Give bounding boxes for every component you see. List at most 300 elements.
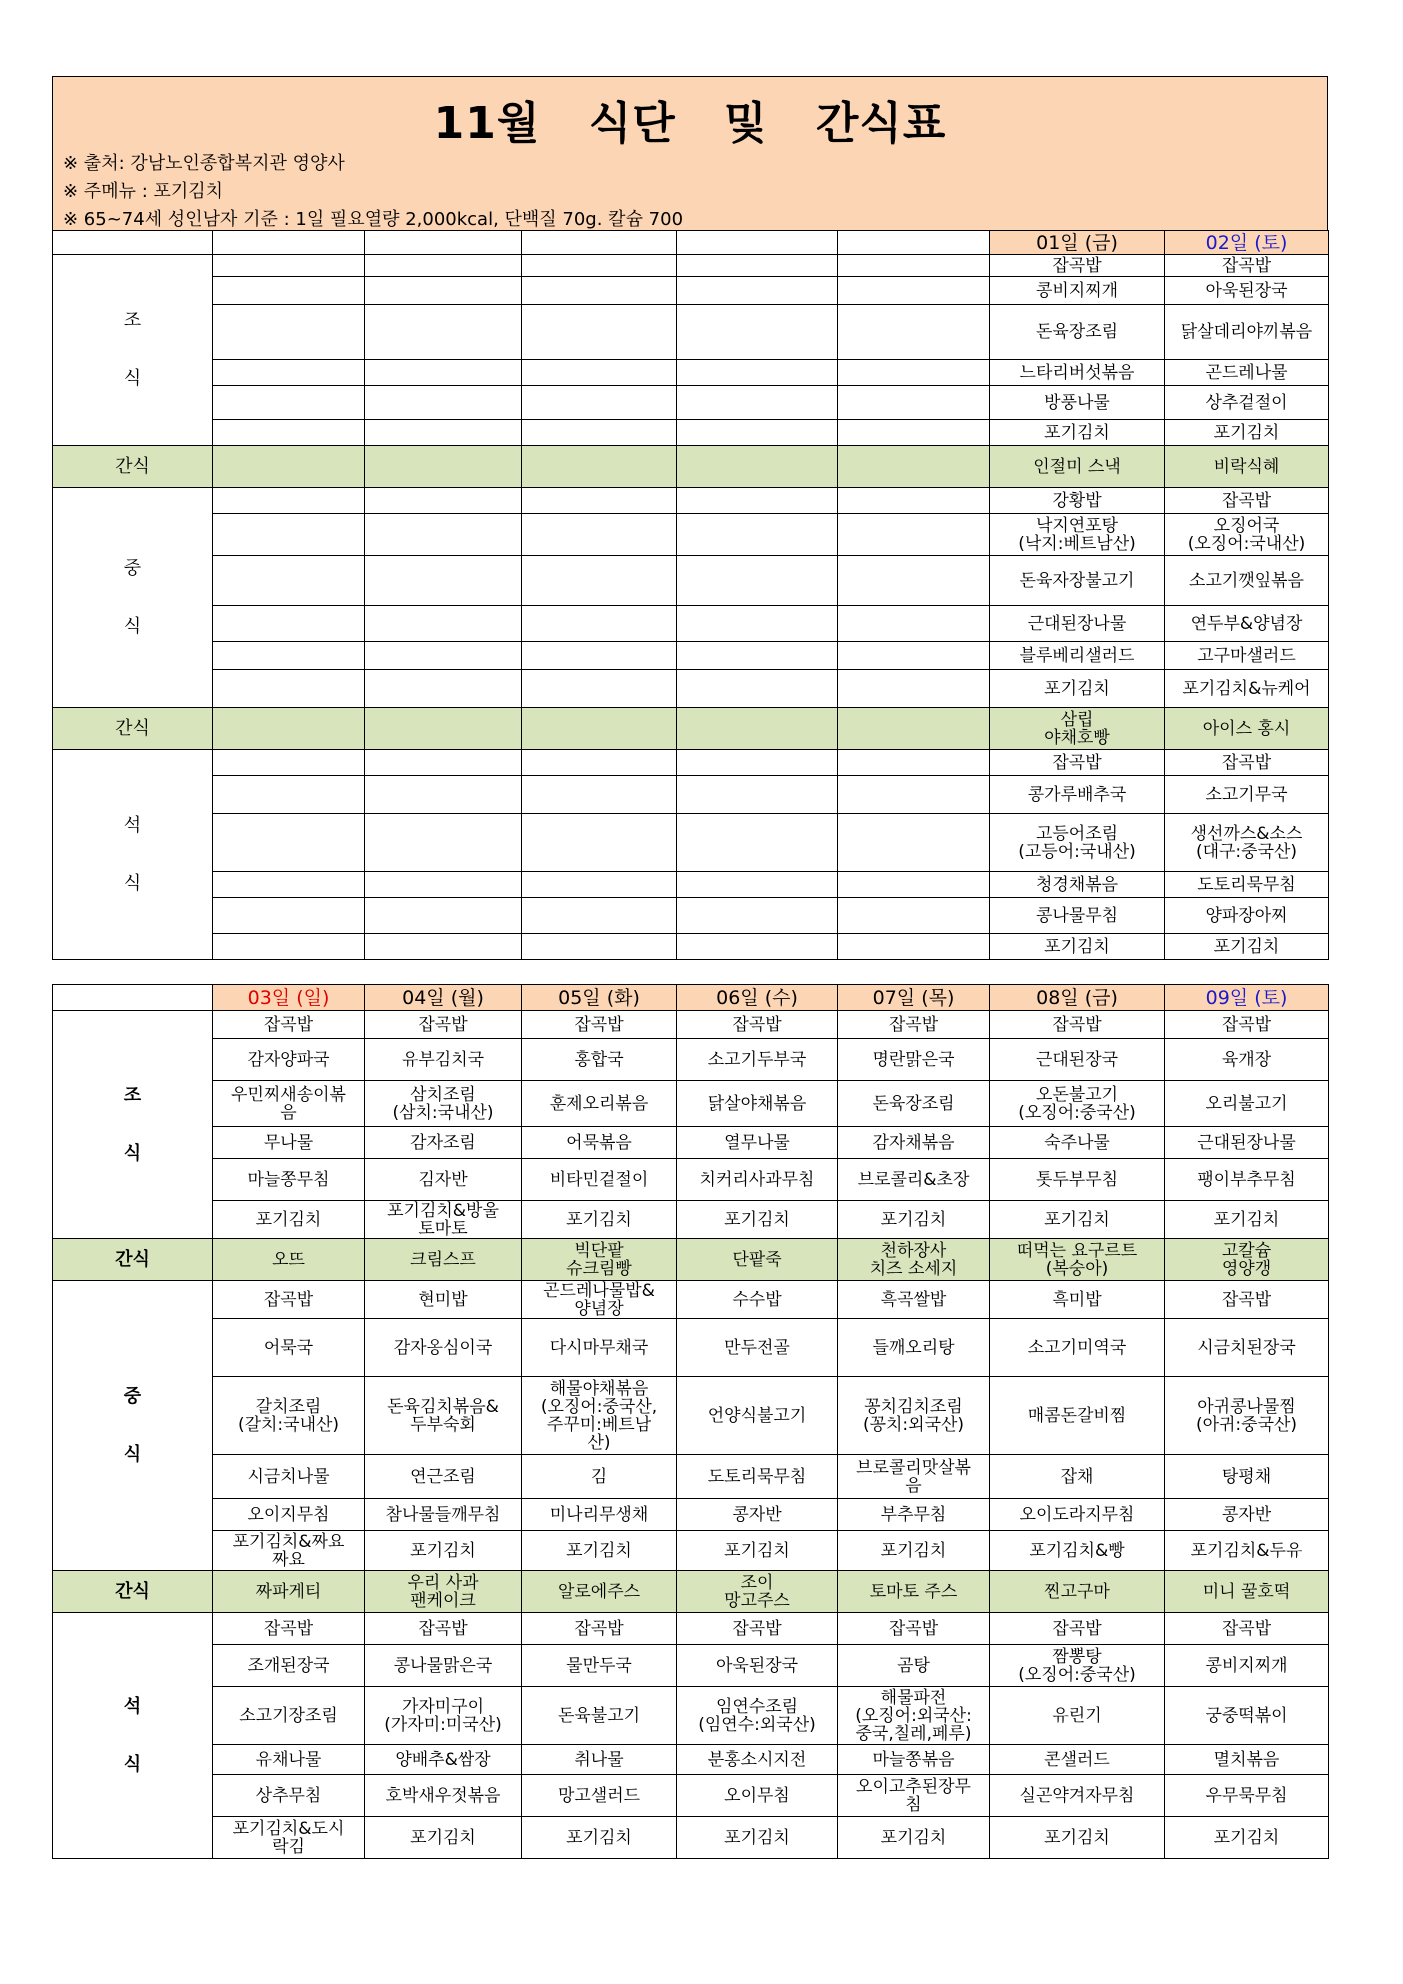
menu-item: 콩자반 [677, 1499, 838, 1531]
menu-item: 분홍소시지전 [677, 1745, 838, 1775]
menu-item [522, 670, 677, 708]
breakfast-row [53, 1201, 1329, 1239]
menu-item: 오징어국 (오징어:국내산) [1165, 514, 1329, 556]
snack-item: 삼립 야채호빵 [990, 708, 1165, 750]
menu-item: 근대된장국 [990, 1039, 1165, 1081]
menu-item: 청경채볶음 [990, 872, 1165, 898]
menu-item [677, 898, 838, 934]
menu-item [677, 305, 838, 360]
note-nutrition-standard: ※ 65~74세 성인남자 기준 : 1일 필요열량 2,000kcal, 단백질 70g. 칼슘 700 [63, 209, 684, 230]
menu-item: 참나물들깨무침 [365, 1499, 522, 1531]
menu-item: 콩나물무침 [990, 898, 1165, 934]
menu-item: 잡곡밥 [522, 1011, 677, 1039]
menu-item [213, 255, 365, 277]
lunch-row [53, 670, 1329, 708]
snack-item: 인절미 스낵 [990, 446, 1165, 488]
menu-item: 현미밥 [365, 1281, 522, 1319]
menu-item: 잡곡밥 [1165, 750, 1329, 776]
menu-item [838, 305, 990, 360]
menu-item: 갈치조림 (갈치:국내산) [213, 1377, 365, 1455]
menu-item [365, 386, 522, 420]
menu-item [838, 514, 990, 556]
menu-item: 브로콜리맛살볶 음 [838, 1455, 990, 1499]
dinner-row [53, 1817, 1329, 1859]
menu-item: 멸치볶음 [1165, 1745, 1329, 1775]
menu-item [677, 556, 838, 606]
menu-item: 우무묵무침 [1165, 1775, 1329, 1817]
menu-item: 포기김치 [522, 1817, 677, 1859]
menu-item [213, 670, 365, 708]
menu-item: 유채나물 [213, 1745, 365, 1775]
menu-item: 닭살데리야끼볶음 [1165, 305, 1329, 360]
menu-item [838, 360, 990, 386]
menu-item: 콘샐러드 [990, 1745, 1165, 1775]
snack-item: 우리 사과 팬케이크 [365, 1571, 522, 1613]
menu-item: 포기김치 [1165, 1817, 1329, 1859]
menu-item [365, 514, 522, 556]
menu-item: 닭살야채볶음 [677, 1081, 838, 1127]
menu-item: 아욱된장국 [677, 1645, 838, 1687]
header-box [52, 76, 1328, 230]
menu-item: 망고샐러드 [522, 1775, 677, 1817]
snack-item: 토마토 주스 [838, 1571, 990, 1613]
menu-item [522, 934, 677, 960]
menu-item: 포기김치 [1165, 934, 1329, 960]
lunch-row [53, 1455, 1329, 1499]
menu-item: 브로콜리&초장 [838, 1159, 990, 1201]
lunch-row [53, 642, 1329, 670]
menu-item: 잡곡밥 [1165, 1613, 1329, 1645]
menu-item [838, 934, 990, 960]
menu-item [522, 556, 677, 606]
menu-item: 잡곡밥 [677, 1011, 838, 1039]
menu-item: 포기김치 [522, 1201, 677, 1239]
menu-table-week1 [52, 230, 1329, 960]
snack-item: 고칼슘 영양갱 [1165, 1239, 1329, 1281]
breakfast-label-top: 조 [123, 310, 142, 331]
menu-item [677, 488, 838, 514]
menu-item [838, 277, 990, 305]
menu-item [213, 360, 365, 386]
snack-item: 미니 꿀호떡 [1165, 1571, 1329, 1613]
menu-item: 낙지연포탕 (낙지:베트남산) [990, 514, 1165, 556]
menu-item: 포기김치 [522, 1531, 677, 1571]
menu-item: 느타리버섯볶음 [990, 360, 1165, 386]
menu-item: 연두부&양념장 [1165, 606, 1329, 642]
menu-item [522, 488, 677, 514]
menu-item: 조개된장국 [213, 1645, 365, 1687]
lunch-row [53, 1499, 1329, 1531]
page-title: 11월 식단 및 간식표 [433, 98, 947, 149]
snack-item: 조이 망고주스 [677, 1571, 838, 1613]
menu-item [365, 670, 522, 708]
lunch-label-bottom: 식 [123, 615, 142, 637]
dinner-row [53, 1687, 1329, 1745]
menu-item: 언양식불고기 [677, 1377, 838, 1455]
menu-item [522, 420, 677, 446]
snack-label: 간식 [53, 1571, 213, 1613]
menu-item: 취나물 [522, 1745, 677, 1775]
menu-item: 잡곡밥 [990, 750, 1165, 776]
snack-item: 빅단팥 슈크림빵 [522, 1239, 677, 1281]
menu-item [365, 898, 522, 934]
snack-item [213, 446, 365, 488]
menu-item [522, 386, 677, 420]
menu-item [838, 750, 990, 776]
menu-item: 소고기장조림 [213, 1687, 365, 1745]
dinner-row [53, 1645, 1329, 1687]
menu-item [213, 420, 365, 446]
day-header [677, 231, 838, 255]
menu-item: 고등어조림 (고등어:국내산) [990, 814, 1165, 872]
menu-item [677, 776, 838, 814]
lunch-label [53, 488, 213, 708]
menu-item [213, 277, 365, 305]
snack-item [522, 446, 677, 488]
menu-item [838, 488, 990, 514]
dinner-row [53, 934, 1329, 960]
snack-item [522, 708, 677, 750]
menu-item [365, 360, 522, 386]
day-header-row [53, 231, 1329, 255]
menu-item [677, 386, 838, 420]
snack-item: 천하장사 치즈 소세지 [838, 1239, 990, 1281]
snack-label: 간식 [53, 708, 213, 750]
menu-item: 짬뽕탕 (오징어:중국산) [990, 1645, 1165, 1687]
snack-pm-row [53, 708, 1329, 750]
menu-item: 포기김치 [365, 1817, 522, 1859]
dinner-label [53, 750, 213, 960]
snack-item [365, 446, 522, 488]
breakfast-row [53, 360, 1329, 386]
snack-item [677, 708, 838, 750]
dinner-row [53, 872, 1329, 898]
dinner-row [53, 750, 1329, 776]
breakfast-label-bottom: 식 [123, 368, 142, 389]
menu-item [365, 255, 522, 277]
menu-item [838, 386, 990, 420]
menu-item: 포기김치 [1165, 1201, 1329, 1239]
lunch-label-bottom: 식 [123, 1443, 142, 1465]
menu-item: 감자옹심이국 [365, 1319, 522, 1377]
menu-item: 시금치된장국 [1165, 1319, 1329, 1377]
menu-item: 우민찌새송이볶 음 [213, 1081, 365, 1127]
menu-item: 오이지무침 [213, 1499, 365, 1531]
breakfast-row [53, 1039, 1329, 1081]
menu-item: 소고기미역국 [990, 1319, 1165, 1377]
menu-item: 꽁치김치조림 (꽁치:외국산) [838, 1377, 990, 1455]
breakfast-row [53, 277, 1329, 305]
menu-item: 오리불고기 [1165, 1081, 1329, 1127]
lunch-row [53, 1377, 1329, 1455]
breakfast-row [53, 1081, 1329, 1127]
menu-item [213, 934, 365, 960]
day-header: 06일 (수) [677, 985, 838, 1011]
dinner-row [53, 1613, 1329, 1645]
dinner-label-bottom: 식 [123, 1753, 142, 1775]
snack-item [838, 708, 990, 750]
menu-item: 다시마무채국 [522, 1319, 677, 1377]
note-source: ※ 출처: 강남노인종합복지관 영양사 [63, 153, 345, 174]
day-header-row [53, 985, 1329, 1011]
menu-item: 잡곡밥 [365, 1011, 522, 1039]
snack-item: 알로에주스 [522, 1571, 677, 1613]
breakfast-label-bottom: 식 [123, 1142, 142, 1164]
day-header: 05일 (화) [522, 985, 677, 1011]
menu-item: 잡곡밥 [1165, 1011, 1329, 1039]
menu-item: 마늘쫑볶음 [838, 1745, 990, 1775]
snack-item: 크림스프 [365, 1239, 522, 1281]
lunch-row [53, 488, 1329, 514]
lunch-row [53, 514, 1329, 556]
day-header: 08일 (금) [990, 985, 1165, 1011]
menu-item: 어묵볶음 [522, 1127, 677, 1159]
menu-item: 생선까스&소스 (대구:중국산) [1165, 814, 1329, 872]
menu-item: 포기김치&도시 락김 [213, 1817, 365, 1859]
menu-item: 돈육자장불고기 [990, 556, 1165, 606]
menu-item: 콩비지찌개 [990, 277, 1165, 305]
menu-item: 곤드레나물밥& 양념장 [522, 1281, 677, 1319]
menu-item: 곰탕 [838, 1645, 990, 1687]
dinner-row [53, 1775, 1329, 1817]
menu-item [677, 750, 838, 776]
dinner-label-top: 석 [123, 814, 142, 836]
menu-item: 포기김치 [990, 420, 1165, 446]
menu-item [838, 898, 990, 934]
menu-item: 육개장 [1165, 1039, 1329, 1081]
menu-item [213, 386, 365, 420]
menu-item: 들깨오리탕 [838, 1319, 990, 1377]
menu-item: 포기김치&두유 [1165, 1531, 1329, 1571]
dinner-row [53, 776, 1329, 814]
menu-item [677, 514, 838, 556]
menu-item [213, 814, 365, 872]
menu-item [213, 872, 365, 898]
menu-item: 근대된장나물 [990, 606, 1165, 642]
menu-item: 김 [522, 1455, 677, 1499]
menu-item [365, 642, 522, 670]
menu-item: 콩자반 [1165, 1499, 1329, 1531]
menu-item [838, 420, 990, 446]
note-main-menu: ※ 주메뉴 : 포기김치 [63, 181, 224, 202]
menu-item [213, 776, 365, 814]
menu-item: 포기김치 [677, 1817, 838, 1859]
menu-item: 포기김치 [990, 1201, 1165, 1239]
dinner-row [53, 1745, 1329, 1775]
menu-item: 잡채 [990, 1455, 1165, 1499]
lunch-row [53, 606, 1329, 642]
menu-item: 잡곡밥 [838, 1613, 990, 1645]
menu-item: 잡곡밥 [677, 1613, 838, 1645]
snack-item [365, 708, 522, 750]
menu-item: 감자채볶음 [838, 1127, 990, 1159]
menu-item [522, 898, 677, 934]
snack-item: 오뜨 [213, 1239, 365, 1281]
menu-item: 도토리묵무침 [1165, 872, 1329, 898]
menu-item: 잡곡밥 [213, 1011, 365, 1039]
menu-item [677, 642, 838, 670]
menu-item: 포기김치 [990, 1817, 1165, 1859]
snack-item [677, 446, 838, 488]
menu-item [365, 277, 522, 305]
menu-item: 근대된장나물 [1165, 1127, 1329, 1159]
menu-item: 팽이부추무침 [1165, 1159, 1329, 1201]
menu-item: 명란맑은국 [838, 1039, 990, 1081]
snack-item: 찐고구마 [990, 1571, 1165, 1613]
menu-item: 도토리묵무침 [677, 1455, 838, 1499]
menu-item [213, 898, 365, 934]
menu-item: 해물야채볶음 (오징어:중국산, 주꾸미:베트남 산) [522, 1377, 677, 1455]
menu-item: 만두전골 [677, 1319, 838, 1377]
lunch-row [53, 1531, 1329, 1571]
menu-item [677, 420, 838, 446]
menu-item [213, 514, 365, 556]
menu-item: 연근조림 [365, 1455, 522, 1499]
lunch-label-top: 중 [123, 1385, 142, 1407]
menu-item: 잡곡밥 [1165, 488, 1329, 514]
menu-item: 치커리사과무침 [677, 1159, 838, 1201]
menu-item: 탕평채 [1165, 1455, 1329, 1499]
menu-item: 포기김치 [990, 934, 1165, 960]
breakfast-row [53, 305, 1329, 360]
menu-item: 실곤약겨자무침 [990, 1775, 1165, 1817]
corner-cell [53, 985, 213, 1011]
menu-item: 소고기무국 [1165, 776, 1329, 814]
snack-item: 짜파게티 [213, 1571, 365, 1613]
menu-item [365, 934, 522, 960]
menu-item [365, 814, 522, 872]
menu-item [838, 556, 990, 606]
menu-item: 유린기 [990, 1687, 1165, 1745]
menu-item [365, 488, 522, 514]
menu-item [522, 305, 677, 360]
snack-am-row [53, 446, 1329, 488]
menu-item: 소고기깻잎볶음 [1165, 556, 1329, 606]
menu-item: 유부김치국 [365, 1039, 522, 1081]
menu-item: 포기김치 [1165, 420, 1329, 446]
menu-item: 잡곡밥 [522, 1613, 677, 1645]
dinner-label [53, 1613, 213, 1859]
menu-item [213, 750, 365, 776]
menu-item: 어묵국 [213, 1319, 365, 1377]
menu-item: 소고기두부국 [677, 1039, 838, 1081]
menu-item [677, 606, 838, 642]
menu-item: 호박새우젓볶음 [365, 1775, 522, 1817]
menu-item: 돈육불고기 [522, 1687, 677, 1745]
menu-item [213, 556, 365, 606]
menu-item: 열무나물 [677, 1127, 838, 1159]
menu-item: 시금치나물 [213, 1455, 365, 1499]
breakfast-row [53, 255, 1329, 277]
breakfast-row [53, 1159, 1329, 1201]
menu-item [677, 277, 838, 305]
menu-item: 흑곡쌀밥 [838, 1281, 990, 1319]
snack-label: 간식 [53, 446, 213, 488]
snack-item: 떠먹는 요구르트 (복숭아) [990, 1239, 1165, 1281]
menu-item: 물만두국 [522, 1645, 677, 1687]
menu-item: 숙주나물 [990, 1127, 1165, 1159]
menu-item: 포기김치 [213, 1201, 365, 1239]
lunch-row [53, 1281, 1329, 1319]
menu-item: 포기김치 [838, 1817, 990, 1859]
menu-item: 양파장아찌 [1165, 898, 1329, 934]
day-header: 09일 (토) [1165, 985, 1329, 1011]
menu-item [522, 814, 677, 872]
menu-item [365, 420, 522, 446]
menu-item [365, 776, 522, 814]
menu-item: 흑미밥 [990, 1281, 1165, 1319]
menu-item: 곤드레나물 [1165, 360, 1329, 386]
menu-item: 감자조림 [365, 1127, 522, 1159]
menu-item [522, 277, 677, 305]
menu-item [677, 872, 838, 898]
menu-item [838, 255, 990, 277]
menu-item: 포기김치&뉴케어 [1165, 670, 1329, 708]
menu-item [838, 872, 990, 898]
snack-item: 단팥죽 [677, 1239, 838, 1281]
day-header [838, 231, 990, 255]
menu-item [213, 488, 365, 514]
menu-item [522, 642, 677, 670]
menu-item [213, 305, 365, 360]
dinner-row [53, 814, 1329, 872]
menu-item: 마늘쫑무침 [213, 1159, 365, 1201]
menu-item: 톳두부무침 [990, 1159, 1165, 1201]
snack-pm-row [53, 1571, 1329, 1613]
menu-item: 포기김치 [990, 670, 1165, 708]
menu-item: 해물파전 (오징어:외국산: 중국,칠레,페루) [838, 1687, 990, 1745]
breakfast-label [53, 1011, 213, 1239]
snack-item [213, 708, 365, 750]
menu-item: 돈육장조림 [990, 305, 1165, 360]
menu-item: 상추겉절이 [1165, 386, 1329, 420]
menu-item [838, 642, 990, 670]
menu-item [365, 606, 522, 642]
menu-item: 잡곡밥 [990, 255, 1165, 277]
menu-item [838, 814, 990, 872]
day-header: 01일 (금) [990, 231, 1165, 255]
menu-item [522, 514, 677, 556]
breakfast-row [53, 1127, 1329, 1159]
dinner-row [53, 898, 1329, 934]
menu-item: 상추무침 [213, 1775, 365, 1817]
menu-item: 고구마샐러드 [1165, 642, 1329, 670]
day-header: 02일 (토) [1165, 231, 1329, 255]
day-header [522, 231, 677, 255]
menu-item: 감자양파국 [213, 1039, 365, 1081]
menu-item [522, 776, 677, 814]
menu-item: 잡곡밥 [213, 1281, 365, 1319]
menu-item: 오이고추된장무 침 [838, 1775, 990, 1817]
menu-item: 방풍나물 [990, 386, 1165, 420]
menu-item: 포기김치&짜요 짜요 [213, 1531, 365, 1571]
menu-item [365, 750, 522, 776]
menu-item: 양배추&쌈장 [365, 1745, 522, 1775]
menu-item: 오이무침 [677, 1775, 838, 1817]
menu-item: 잡곡밥 [213, 1613, 365, 1645]
breakfast-label-top: 조 [123, 1084, 142, 1106]
menu-item [677, 255, 838, 277]
breakfast-row [53, 386, 1329, 420]
lunch-label [53, 1281, 213, 1571]
breakfast-row [53, 420, 1329, 446]
menu-item: 아욱된장국 [1165, 277, 1329, 305]
menu-item: 홍합국 [522, 1039, 677, 1081]
menu-item: 포기김치&빵 [990, 1531, 1165, 1571]
menu-item: 잡곡밥 [838, 1011, 990, 1039]
breakfast-row [53, 1011, 1329, 1039]
menu-item [677, 670, 838, 708]
